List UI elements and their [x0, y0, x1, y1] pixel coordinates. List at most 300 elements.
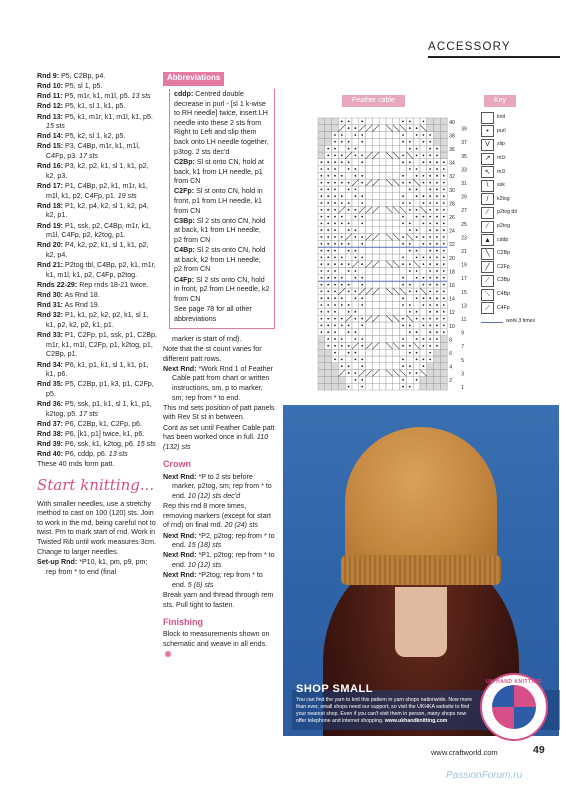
- abbreviations-list: [174, 90, 270, 305]
- purl-dot: [327, 202, 329, 204]
- purl-dot: [355, 297, 357, 299]
- key-symbol-icon: ╱: [481, 261, 494, 273]
- purl-dot: [361, 202, 363, 204]
- chart-cell: [434, 383, 441, 390]
- purl-dot: [321, 189, 323, 191]
- chart-cell: [434, 125, 441, 132]
- abbreviation-term: C2Bp:: [174, 157, 195, 166]
- purl-dot: [436, 263, 438, 265]
- chart-cell: [420, 308, 427, 315]
- purl-dot: [334, 277, 336, 279]
- chart-cell: [359, 247, 366, 254]
- key-label: m1r: [497, 155, 506, 162]
- round-instruction: [37, 380, 157, 399]
- round-label: Rnd 9:: [37, 72, 60, 80]
- chart-cell: [400, 329, 407, 336]
- chart-cell: [325, 349, 332, 356]
- chart-cell: [318, 370, 325, 377]
- crown-next-4-count: 5 (6) sts: [187, 580, 214, 589]
- purl-dot: [443, 175, 445, 177]
- purl-dot: [443, 297, 445, 299]
- crown-next-1-text: *P to 2 sts before marker, p2tog, sm; rep from * to end.: [172, 472, 272, 500]
- chart-cell: [379, 322, 386, 329]
- purl-dot: [361, 365, 363, 367]
- chart-cell: [413, 138, 420, 145]
- round-instruction: [37, 440, 157, 450]
- purl-dot: [402, 134, 404, 136]
- chart-cell: [386, 186, 393, 193]
- purl-dot: [436, 311, 438, 313]
- purl-dot: [429, 223, 431, 225]
- chart-cell: [379, 227, 386, 234]
- chart-cell: [379, 179, 386, 186]
- crown-next-1-count: 10 (12) sts dec'd: [187, 491, 241, 500]
- finishing-heading: Finishing: [163, 617, 203, 628]
- purl-dot: [443, 311, 445, 313]
- chart-cell: [318, 132, 325, 139]
- chart-cell: [413, 322, 420, 329]
- chart-cell: [352, 383, 359, 390]
- feather-cable-chart: [296, 112, 476, 402]
- key-symbol-icon: ∕: [481, 221, 494, 233]
- shop-small-title: SHOP SMALL: [296, 683, 373, 695]
- purl-dot: [334, 345, 336, 347]
- chart-cell: [345, 295, 352, 302]
- purl-dot: [409, 161, 411, 163]
- purl-dot: [321, 304, 323, 306]
- chart-row-number: 5: [461, 357, 464, 364]
- chart-cell: [366, 383, 373, 390]
- purl-dot: [416, 134, 418, 136]
- purl-dot: [416, 352, 418, 354]
- purl-dot: [443, 263, 445, 265]
- chart-cell: [379, 356, 386, 363]
- key-symbol-icon: •: [481, 125, 494, 137]
- key-label: work 3 times: [506, 318, 536, 325]
- chart-cell: [420, 376, 427, 383]
- purl-dot: [416, 379, 418, 381]
- round-text: P1, C2Fp, p1, ssk, p1, C2Bp, m1r, k1, m1l, C2Fp, p1, k2tog, p1, C2Bp, p1.: [46, 331, 157, 359]
- chart-cell: [393, 186, 400, 193]
- purl-dot: [429, 338, 431, 340]
- chart-cell: [393, 240, 400, 247]
- purl-dot: [416, 127, 418, 129]
- chart-cell: [386, 363, 393, 370]
- purl-dot: [321, 223, 323, 225]
- round-instruction: [37, 261, 157, 280]
- purl-dot: [355, 168, 357, 170]
- purl-dot: [423, 161, 425, 163]
- purl-dot: [416, 257, 418, 259]
- purl-dot: [416, 297, 418, 299]
- purl-dot: [348, 291, 350, 293]
- purl-dot: [327, 311, 329, 313]
- purl-dot: [443, 229, 445, 231]
- purl-dot: [416, 168, 418, 170]
- purl-dot: [321, 297, 323, 299]
- chart-cell: [393, 274, 400, 281]
- purl-dot: [355, 311, 357, 313]
- chart-cell: [325, 383, 332, 390]
- purl-dot: [443, 223, 445, 225]
- purl-dot: [402, 257, 404, 259]
- chart-cell: [372, 356, 379, 363]
- purl-dot: [355, 134, 357, 136]
- round-stitch-count: 17 sts: [79, 409, 99, 418]
- chart-cell: [386, 145, 393, 152]
- chart-cell: [332, 383, 339, 390]
- purl-dot: [429, 195, 431, 197]
- chart-row-number: 37: [461, 140, 467, 147]
- round-text: P5, C2Bp, p1, k3, p1, C2Fp, p5.: [46, 380, 154, 398]
- abbreviations-heading: Abbreviations: [163, 72, 224, 86]
- purl-dot: [443, 291, 445, 293]
- chart-row-number: 28: [449, 201, 455, 208]
- crown-next-4: [163, 571, 275, 590]
- chart-cell: [345, 356, 352, 363]
- purl-dot: [409, 229, 411, 231]
- purl-dot: [321, 331, 323, 333]
- chart-cell: [332, 118, 339, 125]
- patt-rows-note: These 40 rnds form patt.: [37, 460, 115, 469]
- round-label: Rnd 33:: [37, 331, 64, 340]
- round-label: Rnd 35:: [37, 380, 64, 389]
- purl-dot: [327, 338, 329, 340]
- purl-dot: [416, 189, 418, 191]
- purl-dot: [361, 236, 363, 238]
- purl-dot: [429, 359, 431, 361]
- purl-dot: [341, 236, 343, 238]
- purl-dot: [429, 134, 431, 136]
- chart-cell: [366, 220, 373, 227]
- chart-cell: [440, 118, 447, 125]
- round-instruction: [37, 113, 157, 132]
- purl-dot: [402, 155, 404, 157]
- chart-cell: [434, 132, 441, 139]
- purl-dot: [402, 284, 404, 286]
- footer-url[interactable]: www.craftworld.com: [431, 748, 498, 757]
- chart-cell: [440, 336, 447, 343]
- purl-dot: [402, 345, 404, 347]
- purl-dot: [436, 189, 438, 191]
- purl-dot: [436, 168, 438, 170]
- purl-dot: [327, 148, 329, 150]
- chart-cell: [393, 295, 400, 302]
- purl-dot: [443, 318, 445, 320]
- chart-cell: [338, 349, 345, 356]
- chart-row-number: 13: [461, 303, 467, 310]
- purl-dot: [348, 182, 350, 184]
- key-label: p2tog: [497, 223, 510, 230]
- chart-cell: [379, 193, 386, 200]
- chart-cell: [338, 383, 345, 390]
- purl-dot: [423, 263, 425, 265]
- purl-dot: [436, 182, 438, 184]
- purl-dot: [436, 304, 438, 306]
- purl-dot: [361, 345, 363, 347]
- key-item: [481, 261, 551, 275]
- chart-cell: [406, 295, 413, 302]
- chart-cell: [440, 125, 447, 132]
- purl-dot: [361, 263, 363, 265]
- chart-cell: [400, 308, 407, 315]
- round-stitch-count: 13 sts: [108, 450, 128, 459]
- chart-cell: [379, 349, 386, 356]
- chart-row-number: 36: [449, 147, 455, 153]
- chart-cell: [379, 336, 386, 343]
- chart-row-number: 18: [449, 269, 455, 276]
- purl-dot: [348, 243, 350, 245]
- key-label: k2tog: [497, 195, 510, 202]
- purl-dot: [443, 202, 445, 204]
- round-instruction: [37, 301, 157, 311]
- purl-dot: [436, 291, 438, 293]
- purl-dot: [348, 223, 350, 225]
- purl-dot: [355, 257, 357, 259]
- purl-dot: [436, 148, 438, 150]
- chart-cell: [366, 145, 373, 152]
- round-instruction: [37, 420, 157, 430]
- purl-dot: [348, 263, 350, 265]
- purl-dot: [348, 345, 350, 347]
- chart-cell: [372, 166, 379, 173]
- key-item: [481, 315, 551, 329]
- chart-cell: [420, 268, 427, 275]
- purl-dot: [436, 331, 438, 333]
- purl-dot: [361, 325, 363, 327]
- purl-dot: [436, 250, 438, 252]
- chart-cell: [379, 274, 386, 281]
- key-symbol-icon: [481, 320, 503, 323]
- purl-dot: [341, 216, 343, 218]
- chart-cell: [386, 356, 393, 363]
- round-label: Rnd 10:: [37, 82, 64, 91]
- chart-cell: [393, 329, 400, 336]
- crown-next-3-label: Next Rnd:: [163, 551, 197, 560]
- abbreviation-entry: [174, 90, 270, 157]
- finishing-text: [163, 630, 275, 659]
- purl-dot: [429, 270, 431, 272]
- purl-dot: [436, 161, 438, 163]
- chart-cell: [379, 288, 386, 295]
- purl-dot: [409, 345, 411, 347]
- chart-cell: [359, 145, 366, 152]
- chart-cell: [386, 274, 393, 281]
- chart-cell: [434, 376, 441, 383]
- chart-cell: [359, 166, 366, 173]
- chart-cell: [366, 302, 373, 309]
- pattern-column-left: [37, 72, 157, 578]
- purl-dot: [355, 236, 357, 238]
- purl-dot: [409, 250, 411, 252]
- chart-cell: [325, 125, 332, 132]
- chart-cell: [406, 213, 413, 220]
- key-label: C4Bp: [497, 290, 510, 297]
- chart-cell: [345, 336, 352, 343]
- purl-dot: [334, 229, 336, 231]
- purl-dot: [321, 284, 323, 286]
- chart-cell: [393, 363, 400, 370]
- purl-dot: [348, 270, 350, 272]
- abbreviation-definition: Sl st onto CN, hold in front, p1 from LH needle, k1 from CN: [174, 187, 263, 215]
- chart-row-number: 12: [449, 310, 455, 317]
- chart-cell: [386, 166, 393, 173]
- chart-cell: [332, 370, 339, 377]
- chart-cell: [332, 376, 339, 383]
- chart-cell: [379, 220, 386, 227]
- purl-dot: [355, 148, 357, 150]
- chart-cell: [338, 329, 345, 336]
- chart-row-number: 32: [449, 174, 455, 181]
- purl-dot: [321, 229, 323, 231]
- chart-cell: [325, 356, 332, 363]
- round-text: P3, k2, p2, k1, sl 1, k1, p2, k2, p3.: [46, 162, 149, 180]
- purl-dot: [429, 236, 431, 238]
- abbreviation-term: C4Fp:: [174, 275, 195, 284]
- chart-row-number: 30: [449, 187, 455, 194]
- chart-cell: [352, 322, 359, 329]
- shop-small-url[interactable]: www.ukhandknitting.com: [384, 718, 448, 725]
- chart-row-number: 26: [449, 215, 455, 221]
- next-rnd-1: [163, 365, 275, 404]
- header-divider: [428, 56, 560, 58]
- chart-cell: [366, 322, 373, 329]
- chart-cell: [413, 383, 420, 390]
- purl-dot: [334, 257, 336, 259]
- purl-dot: [409, 202, 411, 204]
- chart-cell: [379, 376, 386, 383]
- crown-next-2-text: *P2, p2tog; rep from * to end.: [172, 531, 275, 550]
- purl-dot: [341, 195, 343, 197]
- purl-dot: [436, 155, 438, 157]
- round-text: P6, k1, p1, k1, sl 1, k1, p1, k1, p6.: [46, 360, 149, 379]
- chart-row-number: 2: [449, 378, 452, 385]
- chart-cell: [372, 159, 379, 166]
- purl-dot: [327, 277, 329, 279]
- chart-cell: [386, 302, 393, 309]
- rounds-list: [37, 72, 157, 460]
- purl-dot: [348, 352, 350, 354]
- key-item: [481, 165, 551, 179]
- purl-dot: [409, 291, 411, 293]
- purl-dot: [361, 155, 363, 157]
- purl-dot: [436, 325, 438, 327]
- purl-dot: [327, 223, 329, 225]
- round-instruction: [37, 82, 157, 92]
- purl-dot: [409, 243, 411, 245]
- purl-dot: [348, 127, 350, 129]
- chart-row-number: 39: [461, 126, 467, 133]
- chart-cell: [386, 254, 393, 261]
- abbreviation-entry: [174, 158, 270, 187]
- key-symbol-icon: ⟋: [481, 302, 494, 314]
- purl-dot: [334, 311, 336, 313]
- chart-cell: [352, 159, 359, 166]
- purl-dot: [443, 209, 445, 211]
- chart-cell: [359, 349, 366, 356]
- purl-dot: [321, 202, 323, 204]
- purl-dot: [402, 161, 404, 163]
- purl-dot: [334, 202, 336, 204]
- purl-dot: [416, 148, 418, 150]
- purl-dot: [334, 175, 336, 177]
- purl-dot: [429, 318, 431, 320]
- purl-dot: [429, 297, 431, 299]
- chart-cell: [372, 281, 379, 288]
- purl-dot: [361, 379, 363, 381]
- purl-dot: [423, 223, 425, 225]
- round-instruction: [37, 291, 157, 301]
- chart-cell: [393, 200, 400, 207]
- chart-cell: [413, 200, 420, 207]
- chart-cell: [427, 376, 434, 383]
- chart-cell: [406, 336, 413, 343]
- chart-cell: [386, 132, 393, 139]
- purl-dot: [429, 277, 431, 279]
- purl-dot: [341, 277, 343, 279]
- chart-cell: [338, 268, 345, 275]
- purl-dot: [443, 182, 445, 184]
- purl-dot: [423, 257, 425, 259]
- key-item: [481, 111, 551, 125]
- crown-next-4-text: *P2tog; rep from * to end.: [172, 571, 263, 589]
- purl-dot: [443, 195, 445, 197]
- abbreviation-definition: Sl st onto CN, hold at back, k1 from LH needle, p1 from CN: [174, 157, 264, 186]
- chart-cell: [379, 118, 386, 125]
- chart-cell: [379, 138, 386, 145]
- next-rnd-1-label: Next Rnd:: [163, 364, 197, 373]
- purl-dot: [327, 270, 329, 272]
- chart-cell: [345, 193, 352, 200]
- purl-dot: [334, 161, 336, 163]
- round-instruction: [37, 281, 157, 291]
- chart-cell: [393, 322, 400, 329]
- purl-dot: [409, 182, 411, 184]
- chart-cell: [393, 159, 400, 166]
- purl-dot: [334, 331, 336, 333]
- key-item: [481, 179, 551, 193]
- key-symbol-icon: ╲: [481, 248, 494, 260]
- purl-dot: [327, 182, 329, 184]
- purl-dot: [402, 182, 404, 184]
- chart-cell: [386, 200, 393, 207]
- purl-dot: [436, 209, 438, 211]
- chart-cell: [352, 220, 359, 227]
- crown-next-1: [163, 473, 275, 502]
- abbreviations-footer: See page 78 for all other abbreviations: [174, 304, 252, 323]
- chart-cell: [393, 220, 400, 227]
- purl-dot: [436, 270, 438, 272]
- chart-cell: [359, 227, 366, 234]
- key-label: C4Fp: [497, 304, 510, 311]
- chart-cell: [318, 349, 325, 356]
- purl-dot: [348, 189, 350, 191]
- chart-row-number: 38: [449, 133, 455, 140]
- purl-dot: [436, 202, 438, 204]
- round-text: P5, ssk, p1, k1, sl 1, k1, p1, k2tog, p5.: [46, 400, 152, 418]
- chart-cell: [338, 186, 345, 193]
- chart-cell: [386, 308, 393, 315]
- round-label: Rnd 37:: [37, 419, 64, 428]
- round-label: Rnd 17:: [37, 182, 64, 191]
- purl-dot: [423, 243, 425, 245]
- purl-dot: [402, 263, 404, 265]
- round-label: Rnd 18:: [37, 201, 64, 210]
- purl-dot: [443, 216, 445, 218]
- chart-row-number: 9: [461, 330, 464, 337]
- purl-dot: [348, 365, 350, 367]
- chart-cell: [386, 322, 393, 329]
